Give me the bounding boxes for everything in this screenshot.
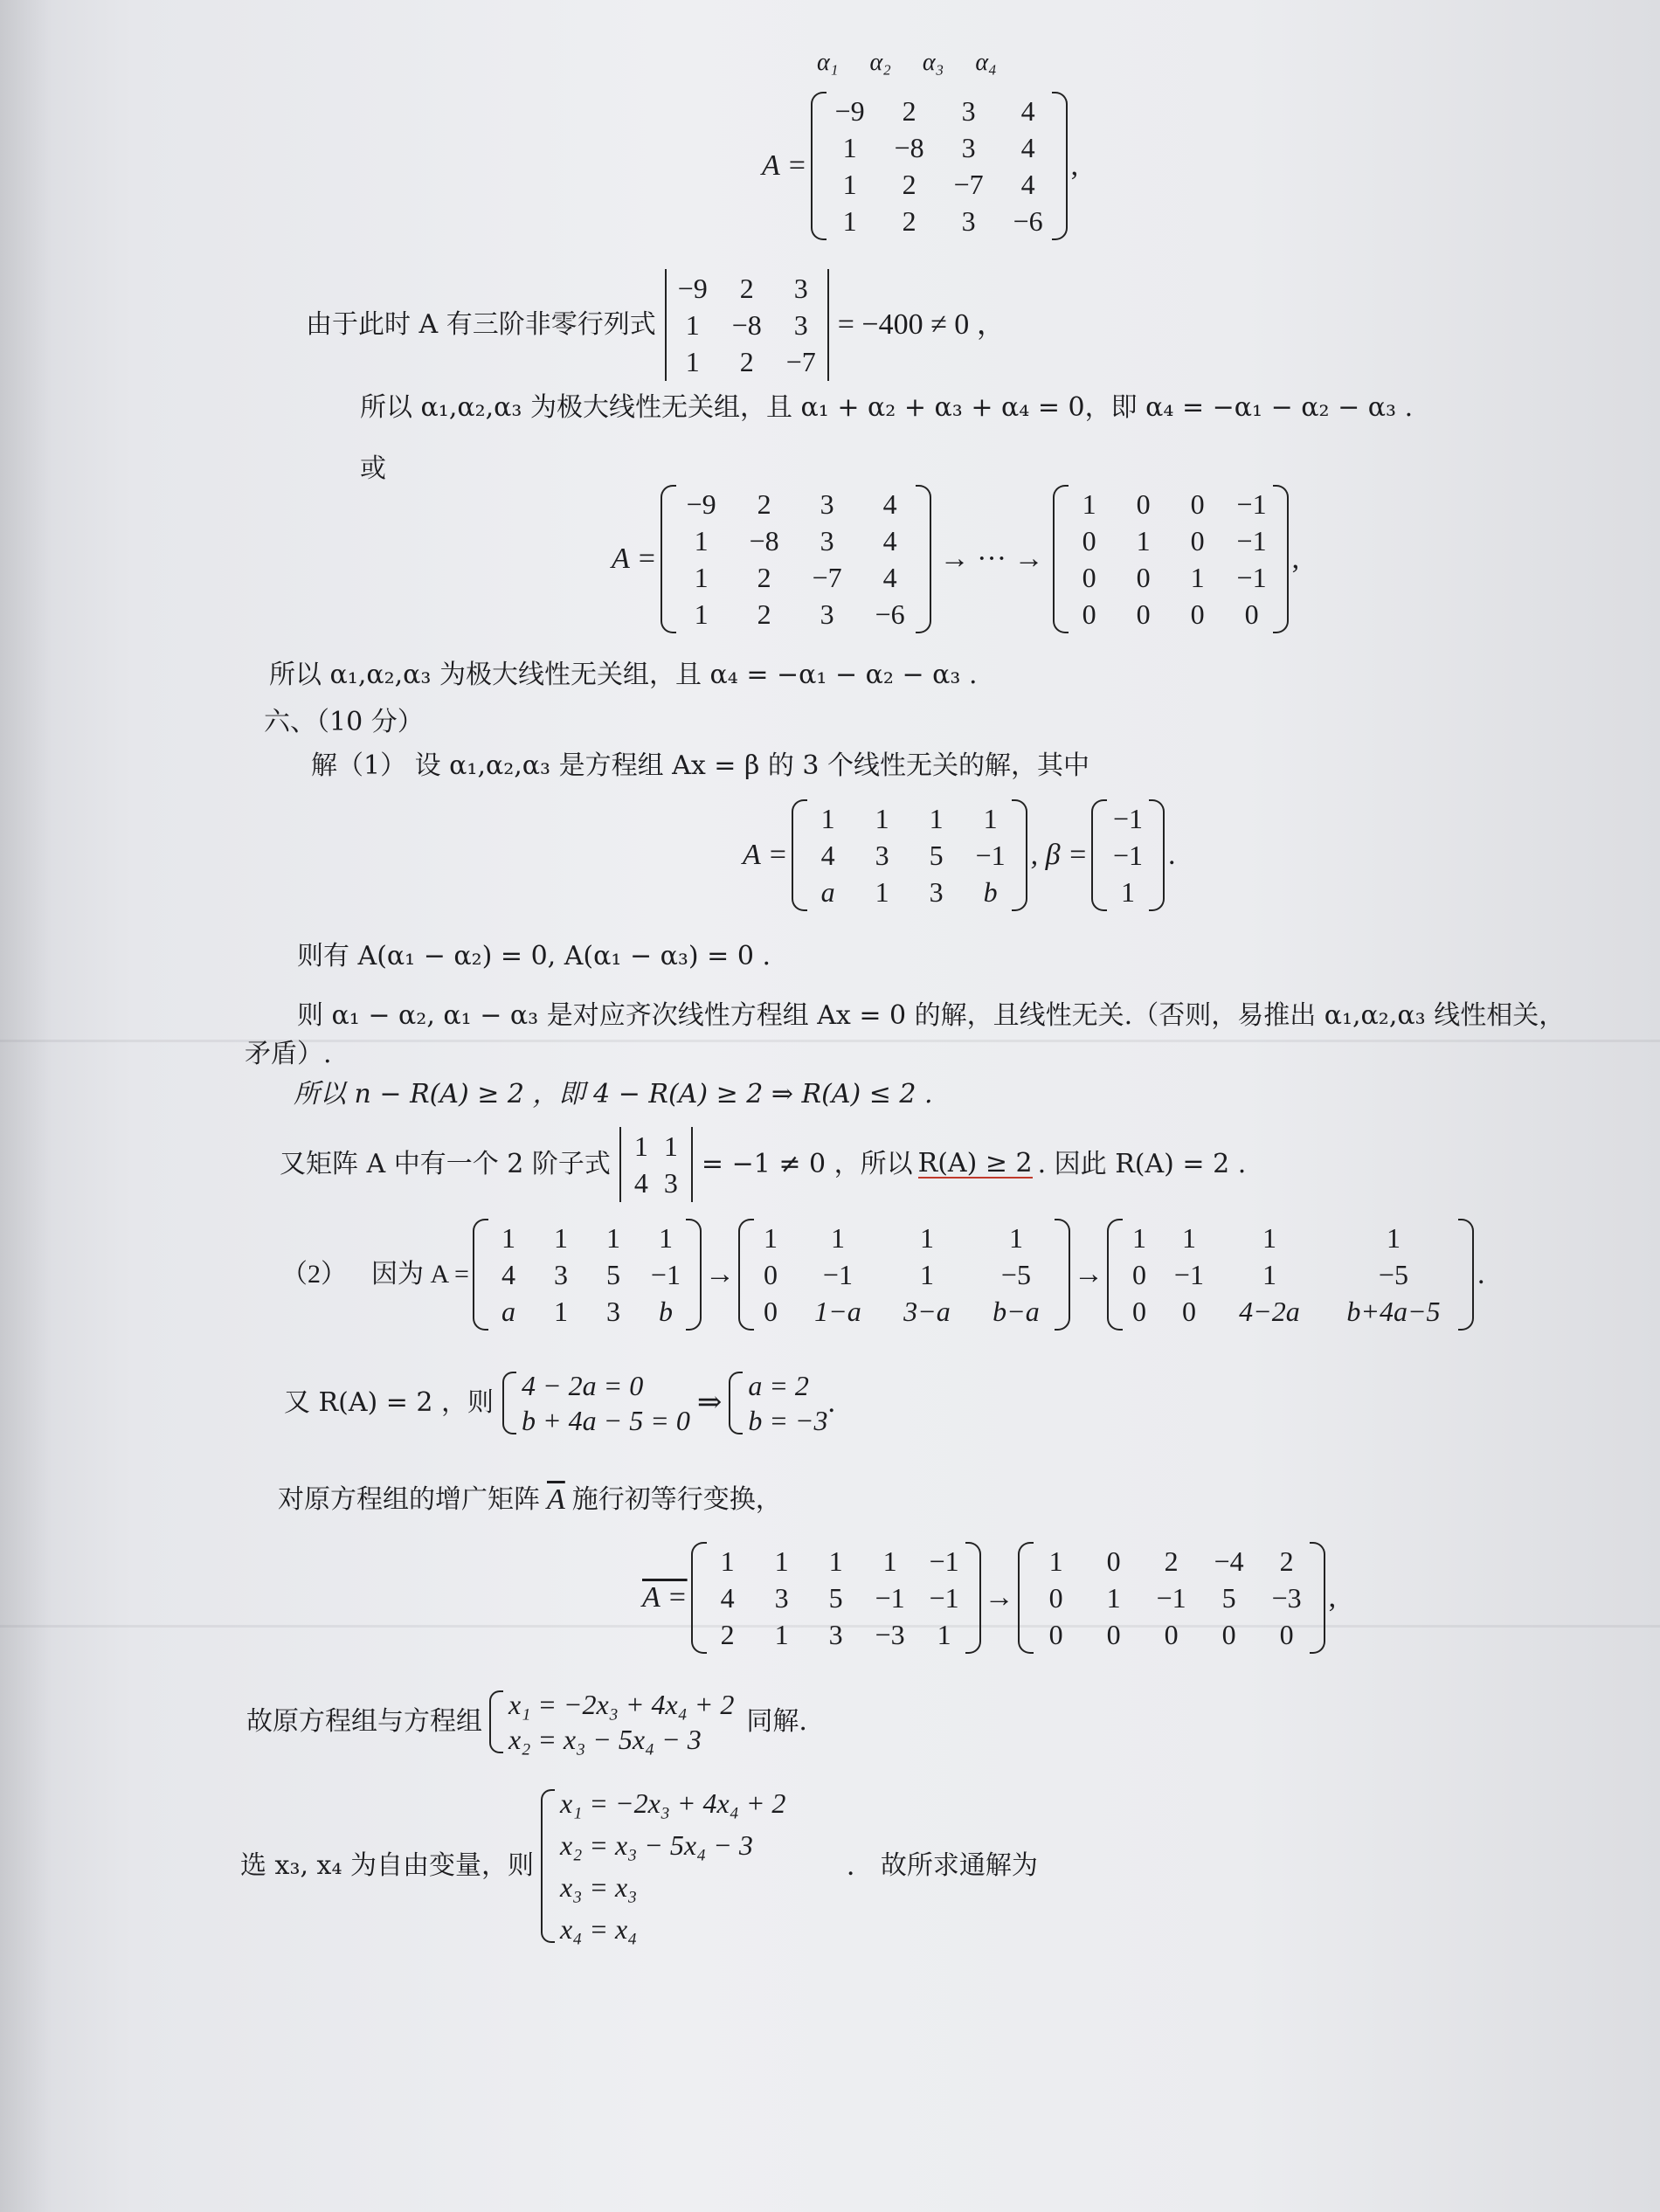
- matrix-a-first: A = −9 2 3 4 1 −8 3 4 1 2 −7 4 1 2 3 −6 ,: [762, 92, 1078, 240]
- solution-part-1: 解（1） 设 α₁,α₂,α₃ 是方程组 Ax = β 的 3 个线性无关的解，其中: [311, 750, 1089, 781]
- system-a-b: 又 R(A) = 2 ，则 4 − 2a = 0 b + 4a − 5 = 0 ⇒ a = 2 b = −3 .: [284, 1370, 835, 1436]
- max-independent-line-2: 所以 α₁,α₂,α₃ 为极大线性无关组，且 α₄ = −α₁ − α₂ − α₃ .: [269, 660, 978, 690]
- part-two-reduction: （2） 因为 A = 1 1 1 1 4 3 5 −1 a 1 3 b → 1 1 1 1 0 −1 1 −5 0 1−a 3−a b−a → 1 1 1 1 0 −1 1 −5 0 0 4−2a b+4a−5 .: [281, 1219, 1484, 1331]
- then-line-2: 则 α₁ − α₂, α₁ − α₃ 是对应齐次线性方程组 Ax = 0 的解，且线性无关.（否则，易推出 α₁,α₂,α₃ 线性相关，: [297, 1000, 1566, 1031]
- section-six-heading: 六、（10 分）: [264, 707, 424, 737]
- page-shadow: [0, 0, 52, 2212]
- then-line: 则有 A(α₁ − α₂) = 0, A(α₁ − α₃) = 0 .: [297, 941, 771, 971]
- or-label: 或: [360, 453, 386, 484]
- rank-inequality: 所以 n − R(A) ≥ 2 ，即 4 − R(A) ≥ 2 ⇒ R(A) ≤ 2 .: [294, 1079, 933, 1109]
- max-independent-line: 所以 α₁,α₂,α₃ 为极大线性无关组，且 α₁ + α₂ + α₃ + α₄ = 0，即 α₄ = −α₁ − α₂ − α₃ .: [360, 392, 1414, 423]
- free-variables-system: 选 x₃, x₄ 为自由变量，则 x₁ = −2x₃ + 4x₄ + 2 x₂ = x₃ − 5x₄ − 3 x₃ = x₃ x₄ = x₄ . 故所求通解为: [240, 1787, 1038, 1945]
- determinant-grid: −9 2 3 1 −8 3 1 2 −7: [677, 273, 816, 377]
- contradiction-text: 矛盾）.: [245, 1039, 332, 1069]
- augmented-intro: 对原方程组的增广矩阵 $\overline{A}$ 施行初等行变换，: [278, 1483, 782, 1516]
- augmented-matrix-reduction: A = 1 1 1 1 −1 4 3 5 −1 −1 2 1 3 −3 1 → 1 0 2 −4 2 0 1 −1 5 −3 0 0 0 0 0 ,: [642, 1542, 1336, 1654]
- column-labels: α₁ α₂ α₃ α₄: [817, 49, 997, 76]
- equivalent-system: 故原方程组与方程组 x₁ = −2x₃ + 4x₄ + 2 x₂ = x₃ − 5x₄ − 3 同解.: [246, 1689, 807, 1755]
- determinant-line: 由于此时 A 有三阶非零行列式 −9 2 3 1 −8 3 1 2 −7 = −400 ≠ 0 ，: [306, 269, 1006, 381]
- matrix-grid: −9 2 3 4 1 −8 3 4 1 2 −7 4 1 2 3 −6: [834, 95, 1043, 237]
- matrix-a-reduction: A = −9 2 3 4 1 −8 3 4 1 2 −7 4 1 2 3 −6 → ··· → 1 0 0 −1 0 1 0 −1 0 0 1 −1 0 0 0 0 ,: [612, 485, 1299, 633]
- minor-line: 又矩阵 A 中有一个 2 阶子式 1 1 4 3 = −1 ≠ 0 ，所以 R(A) ≥ 2 . 因此 R(A) = 2 .: [280, 1127, 1246, 1202]
- matrix-a-beta: A = 1 1 1 1 4 3 5 −1 a 1 3 b , β = −1 −1 1 .: [743, 799, 1176, 911]
